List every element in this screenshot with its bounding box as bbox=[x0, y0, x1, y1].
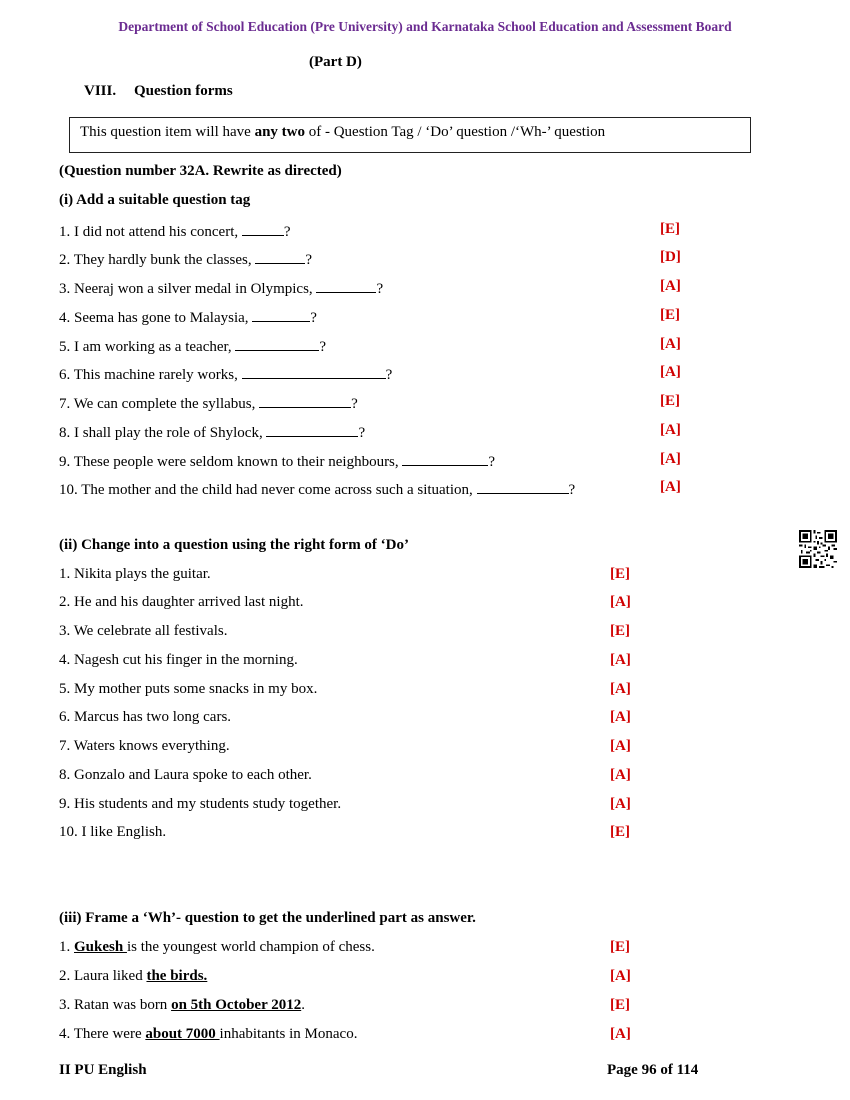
difficulty-tag: [E] bbox=[610, 623, 630, 639]
difficulty-tag: [E] bbox=[610, 939, 630, 955]
list-item: 6. Marcus has two long cars. bbox=[59, 709, 232, 725]
part-ii-title: (ii) Change into a question using the right form of ‘Do’ bbox=[59, 537, 410, 553]
difficulty-tag: [A] bbox=[660, 364, 681, 380]
part-iii-title: (iii) Frame a ‘Wh’- question to get the underlined part as answer. bbox=[59, 910, 476, 926]
section-heading bbox=[84, 83, 233, 100]
list-item: 9. His students and my students study together. bbox=[59, 796, 342, 812]
list-item: 1. Nikita plays the guitar. bbox=[59, 566, 211, 582]
list-item: 4. There were about 7000 inhabitants in Monaco. bbox=[59, 1026, 358, 1042]
difficulty-tag: [A] bbox=[610, 796, 631, 812]
note-box bbox=[69, 117, 751, 153]
qr-code-icon bbox=[799, 530, 837, 568]
difficulty-tag: [A] bbox=[660, 451, 681, 467]
footer-page-number: Page 96 of 114 bbox=[607, 1062, 699, 1078]
list-item: 10. The mother and the child had never come across such a situation, ? bbox=[59, 479, 575, 499]
list-item: 2. Laura liked the birds. bbox=[59, 968, 208, 984]
list-item: 3. Ratan was born on 5th October 2012. bbox=[59, 997, 305, 1013]
difficulty-tag: [A] bbox=[660, 479, 681, 495]
list-item: 7. Waters knows everything. bbox=[59, 738, 230, 754]
question-heading: (Question number 32A. Rewrite as directed) bbox=[59, 163, 342, 179]
difficulty-tag: [E] bbox=[610, 997, 630, 1013]
footer-subject: II PU English bbox=[59, 1062, 147, 1078]
difficulty-tag: [A] bbox=[610, 968, 631, 984]
list-item: 1. Gukesh is the youngest world champion of chess. bbox=[59, 939, 375, 955]
difficulty-tag: [E] bbox=[610, 824, 630, 840]
difficulty-tag: [E] bbox=[610, 566, 630, 582]
difficulty-tag: [E] bbox=[660, 307, 680, 323]
list-item: 1. I did not attend his concert, ? bbox=[59, 221, 291, 241]
list-item: 8. Gonzalo and Laura spoke to each other. bbox=[59, 767, 312, 783]
part-label: (Part D) bbox=[309, 54, 362, 70]
difficulty-tag: [A] bbox=[610, 652, 631, 668]
section-number: VIII. bbox=[84, 83, 117, 99]
part-i-title: (i) Add a suitable question tag bbox=[59, 192, 251, 208]
list-item: 8. I shall play the role of Shylock, ? bbox=[59, 422, 365, 442]
difficulty-tag: [A] bbox=[610, 767, 631, 783]
difficulty-tag: [A] bbox=[660, 336, 681, 352]
difficulty-tag: [E] bbox=[660, 393, 680, 409]
list-item: 9. These people were seldom known to their neighbours, ? bbox=[59, 451, 495, 471]
list-item: 3. Neeraj won a silver medal in Olympics, ? bbox=[59, 278, 383, 298]
difficulty-tag: [A] bbox=[610, 709, 631, 725]
note-bold: any two bbox=[254, 124, 305, 140]
list-item: 2. They hardly bunk the classes, ? bbox=[59, 249, 312, 269]
list-item: 5. I am working as a teacher, ? bbox=[59, 336, 326, 356]
difficulty-tag: [A] bbox=[660, 422, 681, 438]
list-item: 3. We celebrate all festivals. bbox=[59, 623, 228, 639]
note-prefix: This question item will have bbox=[80, 124, 255, 140]
list-item: 2. He and his daughter arrived last night. bbox=[59, 594, 304, 610]
list-item: 6. This machine rarely works, ? bbox=[59, 364, 392, 384]
difficulty-tag: [A] bbox=[610, 1026, 631, 1042]
department-header: Department of School Education (Pre University) and Karnataka School Education and Assessment Board bbox=[118, 19, 732, 34]
list-item: 4. Seema has gone to Malaysia, ? bbox=[59, 307, 317, 327]
list-item: 4. Nagesh cut his finger in the morning. bbox=[59, 652, 298, 668]
difficulty-tag: [A] bbox=[660, 278, 681, 294]
difficulty-tag: [A] bbox=[610, 594, 631, 610]
list-item: 7. We can complete the syllabus, ? bbox=[59, 393, 358, 413]
note-suffix: of - Question Tag / ‘Do’ question /‘Wh-’ question bbox=[304, 124, 606, 140]
difficulty-tag: [E] bbox=[660, 221, 680, 237]
difficulty-tag: [D] bbox=[660, 249, 681, 265]
section-title: Question forms bbox=[134, 83, 233, 99]
list-item: 5. My mother puts some snacks in my box. bbox=[59, 681, 318, 697]
list-item: 10. I like English. bbox=[59, 824, 167, 840]
difficulty-tag: [A] bbox=[610, 681, 631, 697]
difficulty-tag: [A] bbox=[610, 738, 631, 754]
